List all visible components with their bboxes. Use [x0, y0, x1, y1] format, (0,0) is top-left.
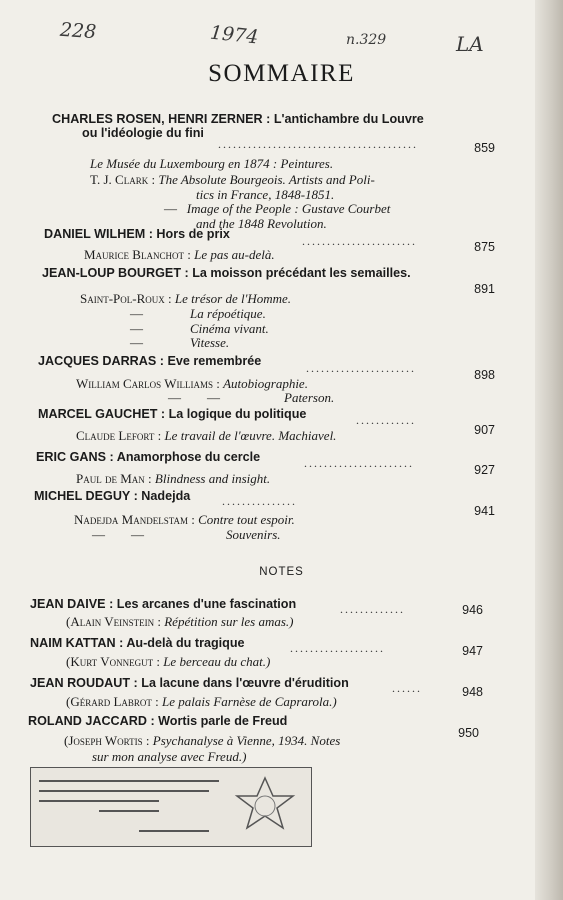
ref-author: Nadejda Mandelstam [74, 512, 188, 527]
entry-ref: (Kurt Vonnegut : Le berceau du chat.) [66, 654, 271, 669]
ref-author: Saint-Pol-Roux [80, 291, 165, 306]
entry-title: L'antichambre du Louvre [273, 112, 424, 126]
entry-ref: (Gérard Labrot : Le palais Farnèse de Caprarola.) [66, 694, 337, 709]
entry-ref: Nadejda Mandelstam : Contre tout espoir. [74, 512, 295, 527]
ref-dash: — [130, 335, 143, 350]
ref-text: Le pas au-delà. [194, 247, 275, 262]
entry-ref [168, 390, 335, 406]
entry-author: JACQUES DARRAS : [38, 354, 164, 368]
library-stamp [30, 767, 312, 847]
entry-title: Wortis parle de Freud [158, 714, 288, 728]
entry-title: Les arcanes d'une fascination [116, 597, 297, 611]
entry-heading [42, 266, 411, 280]
ref-author: (Kurt Vonnegut [66, 654, 154, 669]
entry-title: Nadejda [141, 489, 191, 503]
entry-ref: Claude Lefort : Le travail de l'œuvre. Machiavel. [76, 428, 337, 443]
notes-heading: NOTES [259, 566, 304, 578]
ref-text: Le travail de l'œuvre. Machiavel. [164, 428, 337, 443]
handwritten-note-number: n.329 [346, 32, 387, 48]
entry-title: Au-delà du tragique [126, 636, 245, 650]
leader-dots: ............... [222, 494, 297, 508]
leader-dots: ............. [340, 602, 405, 616]
entry-author: MARCEL GAUCHET : [38, 407, 166, 421]
entry-title: La moisson précédant les semailles. [192, 266, 411, 280]
page-edge [535, 0, 563, 900]
entry-page: 927 [474, 463, 495, 477]
entry-ref: William Carlos Williams : Autobiographie. [76, 376, 308, 391]
entry-heading [28, 714, 287, 728]
entry-heading [34, 489, 190, 503]
entry-author: NAIM KATTAN : [30, 636, 124, 650]
leader-dots: ...................... [304, 456, 414, 470]
entry-ref: sur mon analyse avec Freud.) [92, 749, 247, 764]
entry-title: La logique du politique [168, 407, 307, 421]
ref-text: Blindness and insight. [154, 471, 271, 486]
entry-title: Hors de prix [156, 227, 230, 241]
entry-ref [130, 335, 230, 351]
entry-page: 891 [474, 282, 495, 296]
entry-ref [92, 527, 281, 543]
page-title: SOMMAIRE [208, 60, 355, 87]
ref-dash: — — [168, 390, 220, 405]
ref-dash: — [130, 306, 143, 321]
ref-author: Claude Lefort [76, 428, 155, 443]
entry-ref: and the 1848 Revolution. [196, 216, 327, 231]
entry-heading [36, 450, 260, 464]
leader-dots: ...... [392, 681, 422, 695]
leader-dots: ........................................ [218, 137, 418, 151]
entry-page: 941 [474, 504, 495, 518]
entry-title: Anamorphose du cercle [116, 450, 261, 464]
entry-title-line2: ou l'idéologie du fini [82, 126, 204, 140]
handwritten-note-initials: LA [456, 32, 484, 56]
entry-heading [30, 676, 349, 690]
entry-ref: (Alain Veinstein : Répétition sur les amas.) [66, 614, 294, 629]
ref-text: Vitesse. [190, 335, 230, 350]
entry-author: JEAN ROUDAUT : [30, 676, 138, 690]
entry-page: 950 [458, 726, 479, 740]
handwritten-note-left: 228 [59, 18, 97, 44]
ref-text: Psychanalyse à Vienne, 1934. Notes [152, 733, 341, 748]
entry-ref: tics in France, 1848-1851. [196, 187, 335, 202]
entry-author: MICHEL DEGUY : [34, 489, 138, 503]
ref-author: T. J. Clark [90, 172, 149, 187]
entry-page: 875 [474, 240, 495, 254]
entry-author: CHARLES ROSEN, HENRI ZERNER : [52, 112, 271, 126]
entry-page: 946 [462, 603, 483, 617]
entry-heading [38, 407, 306, 421]
ref-dash: — [130, 321, 143, 336]
entry-page: 947 [462, 644, 483, 658]
ref-text: Cinéma vivant. [190, 321, 269, 336]
ref-text: Contre tout espoir. [198, 512, 295, 527]
ref-dash: — [164, 201, 177, 216]
stamp-text-block [39, 774, 229, 840]
leader-dots: ............ [356, 413, 416, 427]
entry-ref [164, 201, 390, 217]
ref-author: (Joseph Wortis [64, 733, 143, 748]
ref-text: La répoétique. [190, 306, 266, 321]
ref-text: Autobiographie. [223, 376, 308, 391]
ref-text: Paterson. [284, 390, 335, 405]
entry-ref: Le Musée du Luxembourg en 1874 : Peintures. [90, 156, 334, 171]
entry-ref: Paul de Man : Blindness and insight. [76, 471, 271, 486]
entry-ref: T. J. Clark : The Absolute Bourgeois. Artists and Poli- [90, 172, 375, 187]
leader-dots: ...................... [306, 361, 416, 375]
ref-text: Image of the People : Gustave Courbet [186, 201, 391, 216]
entry-page: 859 [474, 141, 495, 155]
entry-author: DANIEL WILHEM : [44, 227, 153, 241]
entry-heading [52, 112, 424, 126]
leader-dots: ................... [290, 641, 385, 655]
entry-title: La lacune dans l'œuvre d'érudition [141, 676, 349, 690]
ref-text: Répétition sur les amas.) [164, 614, 294, 629]
leader-dots: ....................... [302, 234, 417, 248]
entry-title: Eve remembrée [167, 354, 262, 368]
entry-ref: Saint-Pol-Roux : Le trésor de l'Homme. [80, 291, 292, 306]
ref-text: Le berceau du chat.) [163, 654, 271, 669]
ref-author: (Gérard Labrot [66, 694, 152, 709]
entry-ref: (Joseph Wortis : Psychanalyse à Vienne, 1934. Notes [64, 733, 341, 748]
ref-text: Le trésor de l'Homme. [174, 291, 292, 306]
stamp-emblem-icon [229, 774, 301, 840]
ref-text: The Absolute Bourgeois. Artists and Poli- [158, 172, 375, 187]
ref-dash: — — [92, 527, 144, 542]
handwritten-note-year: 1974 [208, 21, 260, 49]
entry-author: JEAN DAIVE : [30, 597, 114, 611]
entry-ref: Maurice Blanchot : Le pas au-delà. [84, 247, 275, 262]
entry-page: 898 [474, 368, 495, 382]
entry-heading [30, 636, 245, 650]
entry-author: ERIC GANS : [36, 450, 114, 464]
entry-ref [130, 306, 266, 322]
entry-page: 907 [474, 423, 495, 437]
entry-author: JEAN-LOUP BOURGET : [42, 266, 189, 280]
entry-heading [30, 597, 296, 611]
entry-heading [38, 354, 261, 368]
entry-page: 948 [462, 685, 483, 699]
ref-text: Le palais Farnèse de Caprarola.) [162, 694, 337, 709]
entry-author: ROLAND JACCARD : [28, 714, 155, 728]
entry-heading [44, 227, 230, 241]
ref-text: Souvenirs. [226, 527, 281, 542]
ref-author: Paul de Man [76, 471, 145, 486]
ref-author: William Carlos Williams [76, 376, 213, 391]
ref-author: (Alain Veinstein [66, 614, 155, 629]
ref-author: Maurice Blanchot [84, 247, 184, 262]
